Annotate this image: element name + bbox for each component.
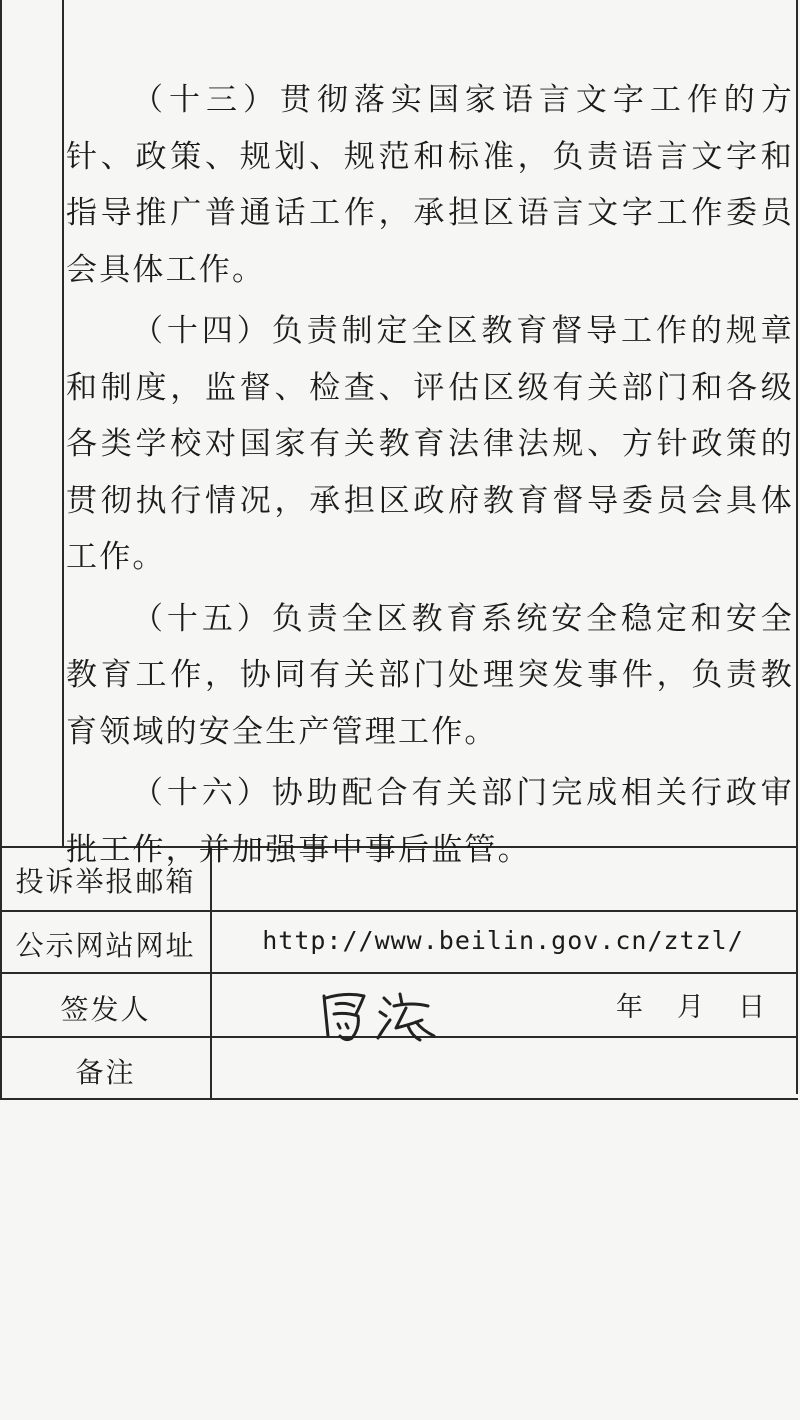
website-value: http://www.beilin.gov.cn/ztzl/ (262, 926, 744, 955)
duty-paragraph: （十六）协助配合有关部门完成相关行政审批工作，并加强事中事后监管。 (66, 775, 794, 868)
duty-paragraph: （十三）贯彻落实国家语言文字工作的方针、政策、规划、规范和标准，负责语言文字和指导推广普通话工作，承担区语言文字工作委员会具体工作。 (66, 82, 794, 288)
duty-paragraph: （十五）负责全区教育系统安全稳定和安全教育工作，协同有关部门处理突发事件，负责教育领域的安全生产管理工作。 (66, 600, 794, 750)
website-label: 公示网站网址 (15, 929, 196, 962)
table-bottom-border (0, 1098, 798, 1100)
complaint-email-label: 投诉举报邮箱 (15, 865, 196, 898)
signer-label: 签发人 (60, 993, 151, 1026)
duty-paragraph: （十四）负责制定全区教育督导工作的规章和制度，监督、检查、评估区级有关部门和各级各类学校对国家有关教育法律法规、方针政策的贯彻执行情况，承担区政府教育督导委员会具体工作。 (66, 313, 794, 575)
content-inner-left-border (62, 0, 64, 848)
year-label: 年 (616, 992, 643, 1023)
month-label: 月 (677, 992, 704, 1023)
day-label: 日 (738, 992, 765, 1023)
remarks-label: 备注 (75, 1056, 136, 1089)
table-right-border (796, 0, 798, 1094)
duties-content (66, 72, 794, 878)
handwritten-signature (316, 984, 446, 1046)
row-divider-3 (0, 972, 798, 974)
row-divider-2 (0, 910, 798, 912)
